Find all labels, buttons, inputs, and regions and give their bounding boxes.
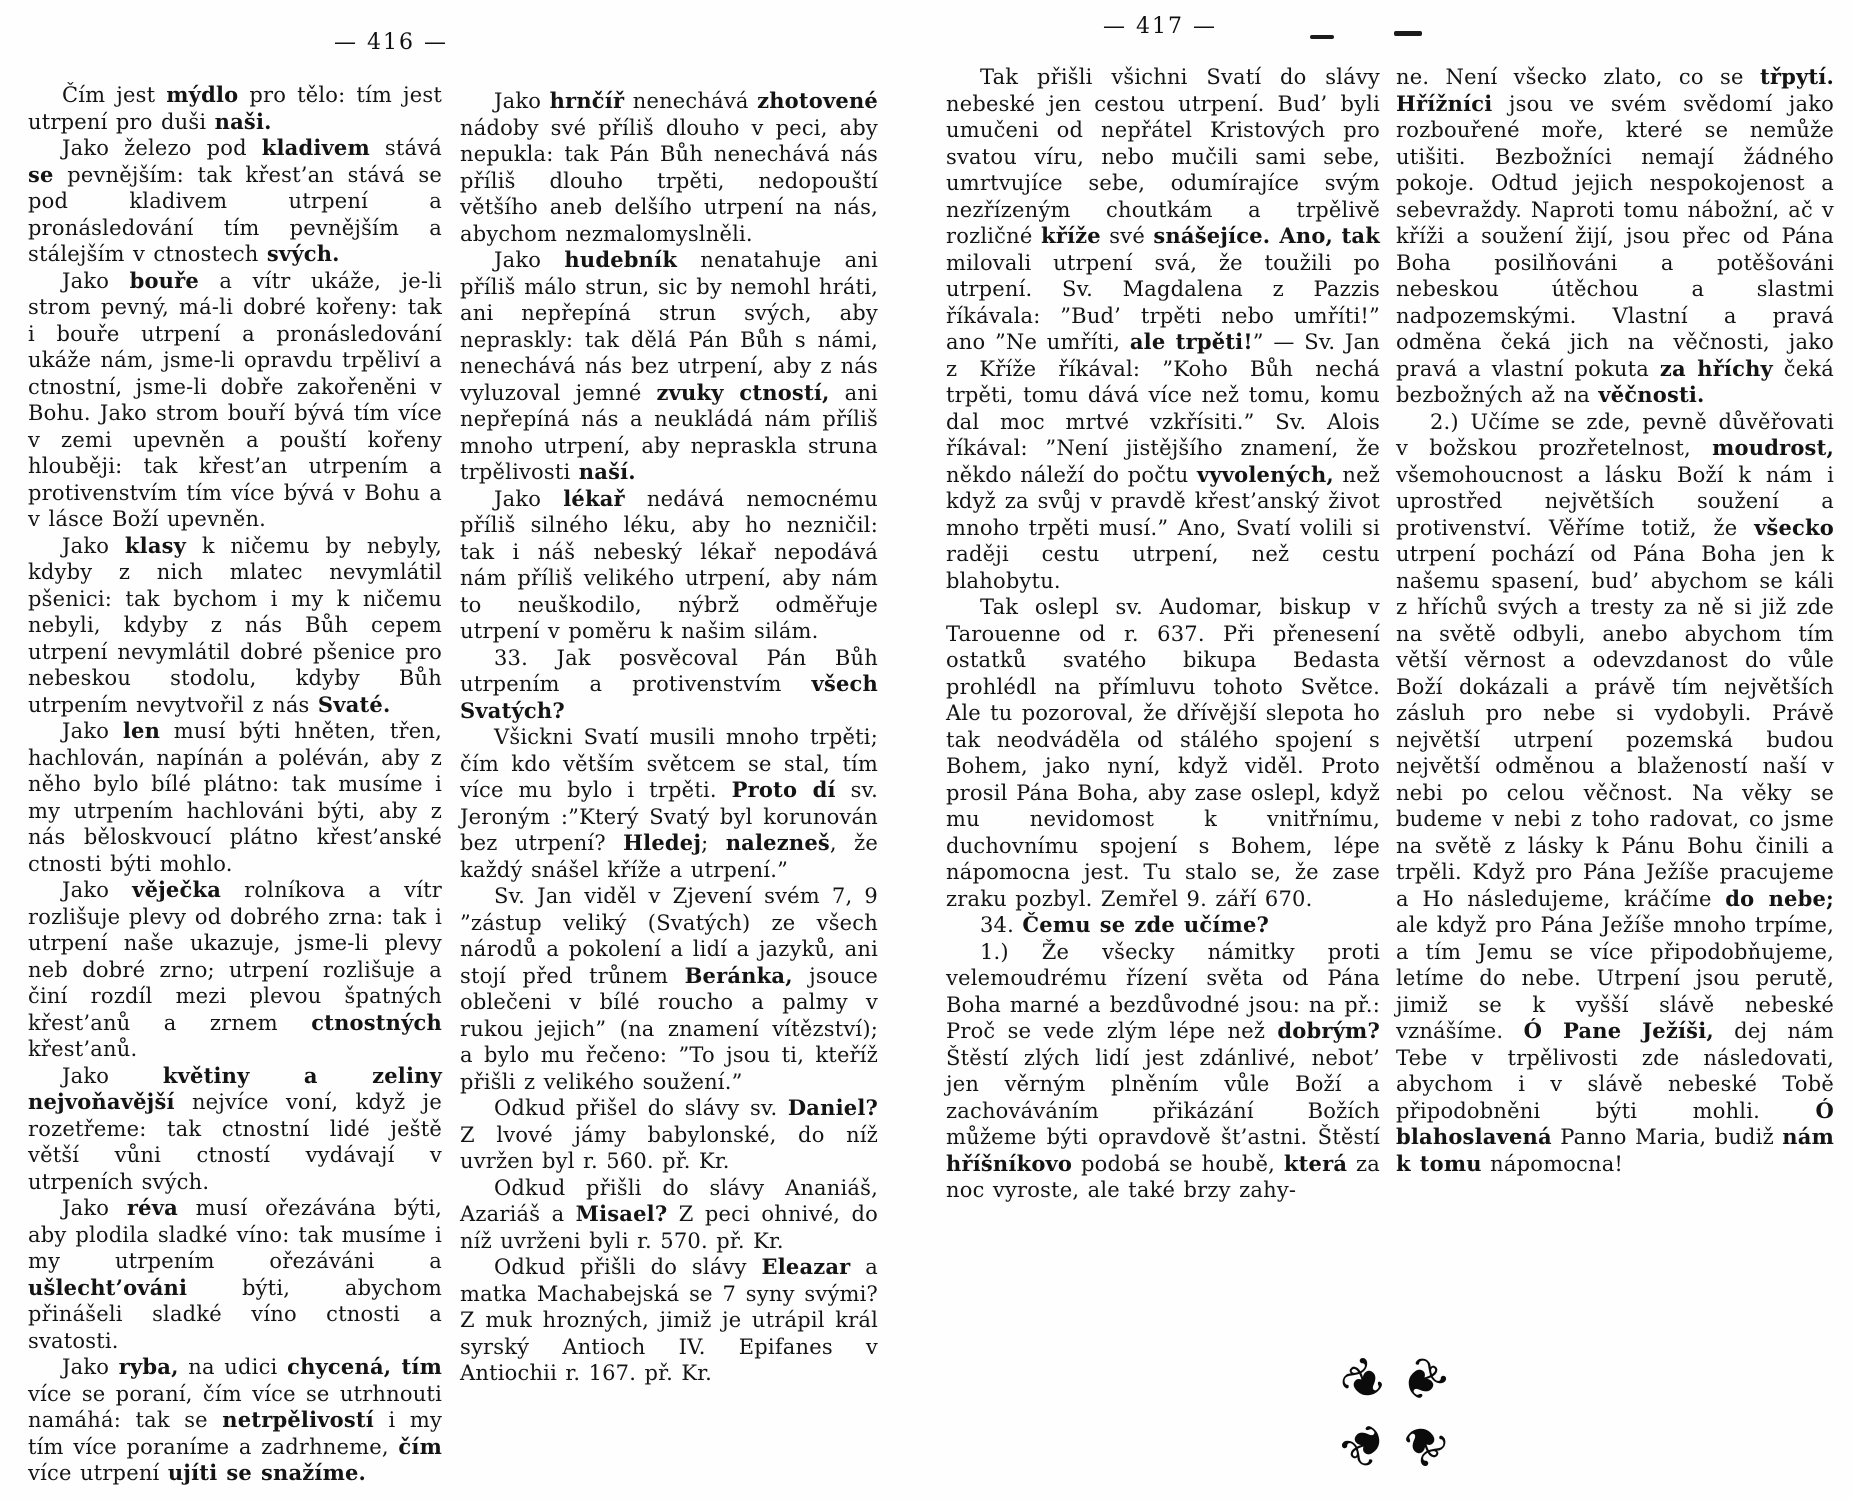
paragraph: Jako bouře a vítr ukáže, je-li strom pevný, má-li dobré kořeny: tak i bouře utrpení a pronásledování ukáže nám, jsme-li opravdu trpěliví a ctnostní, jsme-li dobře zakořeněni v Bohu. Jako strom bouří bývá tím více v zemi upevněn a pouští kořeny hlouběji: tak křest’an utrpením a protivenstvím tím více bývá v Bohu a v lásce Boží upevněn.: [28, 267, 443, 531]
paragraph: 34. Čemu se zde učíme?: [980, 912, 1270, 937]
paragraph: 2.) Učíme se zde, pevně důvěřovati v božskou prozřetelnost, moudrost, všemohoucnost a lásku Boží k nám i uprostřed největších soužení a protivenství. Věříme totiž, že všecko utrpení pochází od Pána Boha jen k našemu spasení, bud’ abychom se káli z hříchů svých a tresty za ně si již zde na světě odbyli, anebo abychom tím větší věrnost a odevzdanost do vůle Boží dokázali a právě tím největších zásluh pro nebe si vydobyli. Právě největší utrpení pozemská budou největší odměnou a blažeností naší v nebi po celou věčnost. Na věky se budeme v nebi z toho radovat, co jsme na světě z lásky k Pánu Bohu činili a trpěli. Když pro Pána Ježíše pracujeme a Ho následujeme, kráčíme do nebe; ale když pro Pána Ježíše mnoho trpíme, a tím Jemu se více připodobňujeme, letíme do nebe. Utrpení jsou perutě, jimiž se k vyšší slávě nebeské vznášíme. Ó Pane Ježíši, dej nám Tebe v trpělivosti zde následovati, abychom i v slávě nebeské Tobě připodobněni býti mohli. Ó blahoslavená Panno Maria, budiž nám k tomu nápomocna!: [1396, 409, 1834, 1176]
paragraph: Čím jest mýdlo pro tělo: tím jest utrpení pro duši naši.: [28, 82, 442, 134]
fleuron-glyph: ❦: [1386, 1344, 1460, 1418]
paragraph: Sv. Jan viděl v Zjevení svém 7, 9 ”zástup veliký (Svatých) ze všech národů a pokolení a lidí a jazyků, ani stojí před trůnem Beránka, jsouce oblečeni v bílé roucho a palmy v rukou jejich” (na znamení vítězství); a bylo mu řečeno: ”To jsou ti, kteříž přišli z velikého soužení.”: [460, 884, 878, 1094]
page-number-left: — 416 —: [334, 30, 448, 55]
paragraph: Jako hrnčíř nenechává zhotovené nádoby své příliš dlouho v peci, aby nepukla: tak Pán Bůh nenechává nás příliš dlouho trpěti, nedopouští většího aneb delšího utrpení na nás, abychom nezmalomyslněli.: [460, 88, 878, 246]
paragraph: Jako železo pod kladivem stává se pevnějším: tak křest’an stává se pod kladivem utrpení a pronásledování tím pevnějším a stálejším v ctnostech svých.: [28, 135, 443, 266]
column-416-right: [460, 88, 878, 1387]
page-number-right: — 417 —: [1103, 14, 1217, 39]
fleuron-glyph: ❦: [1328, 1406, 1402, 1480]
scan-artifact-dash: [1310, 35, 1334, 39]
paragraph: Jako věječka rolníkova a vítr rozlišuje plevy od dobrého zrna: tak i utrpení naše ukazuje, jsme-li plevy neb dobré zrno; utrpení rozlišuje a činí rozdíl mezi plevou špatných křest’anů a zrnem ctnostných křest’anů.: [28, 877, 442, 1061]
paragraph: Tak přišli všichni Svatí do slávy nebeské jen cestou utrpení. Bud’ byli umučeni od nepřátel Kristových pro svatou víru, nebo mučili sami sebe, umrtvujíce sebe, odumírajíce svým nezřízeným choutkám a trpělivě rozličné kříže své snášejíce. Ano, tak milovali utrpení svá, že toužili po utrpení. Sv. Magdalena z Pazzis říkávala: ”Bud’ trpěti nebo umříti!” ano ”Ne umříti, ale trpěti!” — Sv. Jan z Kříže říkával: ”Koho Bůh nechá trpěti, tomu dává více než tomu, komu dal moc mrtvé vzkřísiti.” Sv. Alois říkával: ”Není jistějšího znamení, že někdo náleží do počtu vyvolených, než když za svůj v pravdě křest’anský život mnoho trpěti musí.” Ano, Svatí volili si raději cestu utrpení, než cestu blahobytu.: [946, 65, 1380, 593]
paragraph: Odkud přišli do slávy Eleazar a matka Machabejská se 7 syny svými? Z muk hrozných, jimiž je utrápil král syrský Antioch IV. Epifanes v Antiochii r. 167. př. Kr.: [460, 1254, 878, 1385]
paragraph: 33. Jak posvěcoval Pán Bůh utrpením a protivenstvím všech Svatých?: [460, 645, 878, 723]
paragraph: Jako réva musí ořezávána býti, aby plodila sladké víno: tak musíme i my utrpením ořezáváni a ušlecht’ováni býti, abychom přinášeli sladké víno ctnosti a svatosti.: [28, 1195, 442, 1353]
paragraph: Jako klasy k ničemu by nebyly, kdyby z nich mlatec nevymlátil pšenici: tak bychom i my k ničemu nebyli, kdyby z nás Bůh cepem utrpení nevymlátil dobré pšenice pro nebeskou stodolu, kdyby Bůh utrpením nevytvořil z nás Svaté.: [28, 532, 443, 717]
paragraph: Tak oslepl sv. Audomar, biskup v Tarouenne od r. 637. Při přenesení ostatků svatého bikupa Bedasta prohlédl na přímluvu tohoto Světce. Ale tu pozoroval, že dřívější slepota ho tak neodváděla od stálého spojení s Bohem, jako nyní, když viděl. Proto prosil Pána Boha, aby zase oslepl, když mu nevidomost k vnitřnímu, duchovnímu spojení s Bohem, lépe nápomocna jest. Tu stalo se, že zase zraku pozbyl. Zemřel 9. září 670.: [946, 595, 1380, 911]
paragraph: 1.) Že všecky námitky proti velemoudrému řízení světa od Pána Boha marné a bezdůvodné jsou: na př.: Proč se vede zlým lépe než dobrým? Štěstí zlých lidí jest zdánlivé, nebot’ jen věrným plněním vůle Boží a zachováváním přikázání Božích můžeme býti opravdově št’astni. Štěstí hříšníkovo podobá se houbě, která za noc vyroste, ale také brzy zahy-: [946, 939, 1380, 1202]
fleuron-glyph: ❦: [1386, 1406, 1460, 1480]
fleuron-ornament: [1328, 1344, 1460, 1480]
scan-artifact-dash: [1394, 31, 1422, 36]
fleuron-glyph: ❦: [1328, 1344, 1402, 1418]
column-417-left: [946, 64, 1380, 1204]
paragraph: Všickni Svatí musili mnoho trpěti; čím kdo větším světcem se stal, tím více mu bylo i trpěti. Proto dí sv. Jeroným :”Který Svatý byl korunován bez utrpení? Hledej; nalezneš, že každý snášel kříže a utrpení.”: [460, 725, 878, 882]
paragraph: Odkud přišel do slávy sv. Daniel? Z lvové jámy babylonské, do níž uvržen byl r. 560. př. Kr.: [460, 1095, 878, 1173]
paragraph: ne. Není všecko zlato, co se třpytí. Hřížníci jsou ve svém svědomí jako rozbouřené moře, které se nemůže utišiti. Bezbožníci nemají žádného pokoje. Odtud jejich nespokojenost a sebevraždy. Naproti tomu nábožní, ač v kříži a soužení žijí, jsou přec od Pána Boha posilňováni a potěšováni nebeskou útěchou a slastmi nadpozemskými. Vlastní a pravá odměna čeká jich na věčnosti, jako pravá a vlastní pokuta za hříchy čeká bezbožných až na věčnosti.: [1396, 64, 1835, 407]
paragraph: Odkud přišli do slávy Ananiáš, Azariáš a Misael? Z peci ohnivé, do níž uvrženi byli r. 570. př. Kr.: [460, 1175, 879, 1253]
paragraph: Jako lékař nedává nemocnému příliš silného léku, aby ho nezničil: tak i náš nebeský lékař nepodává nám příliš velikého utrpení, aby nám to neuškodilo, nýbrž odměřuje utrpení v poměru k našim silám.: [460, 485, 878, 643]
paragraph: Jako len musí býti hněten, třen, hachlován, napínán a poléván, aby z něho bylo bílé plátno: tak musíme i my utrpením hachlováni býti, aby z nás běloskvoucí plátno křest’anské ctnosti býti mohlo.: [28, 718, 443, 876]
column-417-right: [1396, 64, 1834, 1177]
paragraph: Jako květiny a zeliny nejvoňavější nejvíce voní, když je rozetřeme: tak ctnostní lidé ještě větší vůni ctností vydávají v utrpeních svých.: [28, 1062, 443, 1194]
paragraph: Jako hudebník nenatahuje ani příliš málo strun, sic by nemohl hráti, ani nepřepíná strun svých, aby nepraskly: tak dělá Pán Bůh s námi, nenechává nás bez utrpení, aby z nás vyluzoval jemné zvuky ctností, ani nepřepíná nás a neukládá nám příliš mnoho utrpení, aby nepraskla struna trpělivosti naší.: [460, 247, 879, 484]
column-416-left: [28, 82, 442, 1487]
paragraph: Jako ryba, na udici chycená, tím více se poraní, čím více se utrhnouti namáhá: tak se netrpělivostí i my tím více poraníme a zadrhneme, čím více utrpení ujíti se snažíme.: [28, 1354, 443, 1485]
